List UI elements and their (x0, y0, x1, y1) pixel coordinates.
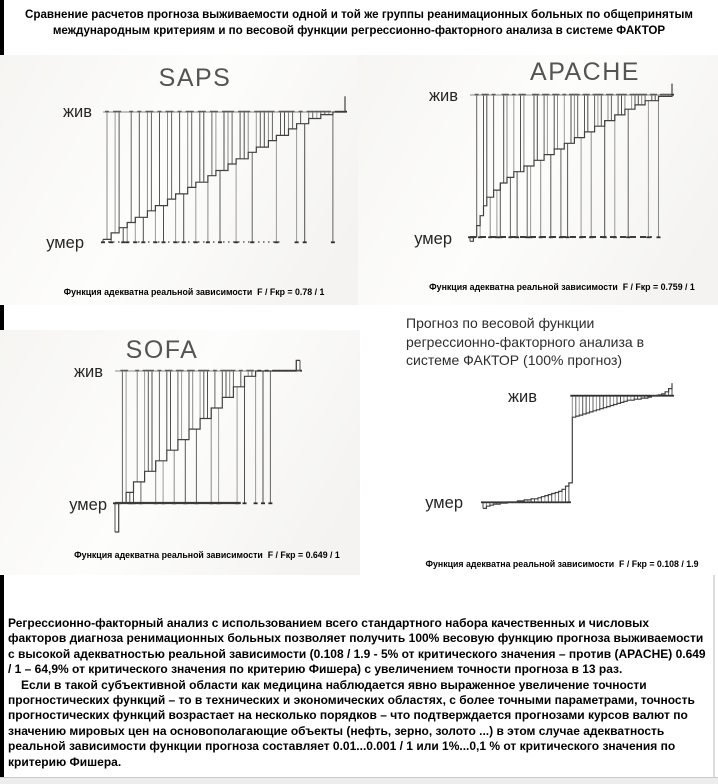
dead-tick (268, 502, 272, 504)
dead-tick (254, 502, 258, 504)
saps-alive-axis-label: жив (62, 103, 92, 121)
apache-plot-lines (468, 84, 674, 242)
dead-tick (274, 241, 278, 243)
sofa-plot-lines (113, 360, 302, 532)
dead-tick (261, 502, 265, 504)
sofa-chart-title: SOFA (125, 336, 199, 364)
saps-caption: Функция адекватна реальной зависимости F / Fкр = 0.78 / 1 (63, 287, 325, 297)
dead-tick (657, 236, 661, 238)
dead-tick (646, 236, 650, 238)
apache-alive-axis-label: жив (428, 87, 458, 105)
right-edge-line (713, 575, 715, 777)
alive-tick (636, 395, 640, 397)
apache-caption: Функция адекватна реальной зависимости F / Fкр = 0.759 / 1 (429, 282, 695, 292)
apache-dead-axis-label: умер (414, 230, 452, 248)
alive-tick (588, 395, 592, 397)
dead-tick (626, 236, 630, 238)
alive-tick (663, 395, 667, 397)
dead-tick (303, 241, 307, 243)
factor-panel-title: Прогноз по весовой функции регрессионно-факторного анализа в системе ФАКТОР (100% прогноз) (406, 315, 644, 368)
alive-tick (598, 395, 602, 397)
dead-tick (109, 241, 113, 243)
apache-chart-figure (358, 55, 718, 305)
alive-tick (608, 395, 612, 397)
saps-chart-figure (0, 55, 360, 305)
sofa-dead-axis-label: умер (69, 496, 107, 514)
body-paragraph-2: Если в такой субъективной области как медицина наблюдается явно выраженное увеличение точности прогностических функций – то в технических и экономических областях, с более точными параметрами, точность прогностических функций возрастает на несколько порядков – что подтверждается прогнозами курсов валют по значению мировых цен на основополагающие объекты (нефть, зерно, золото ...) в этом случае адекватность реальной зависимости функции прогноза составляет 0.01...0.001 / 1 или 1%...0,1 % от критического значения по критерию Фишера. (8, 677, 695, 769)
alive-tick (570, 395, 574, 397)
saps-chart-title: SAPS (158, 64, 232, 92)
sofa-alive-axis-label: жив (73, 363, 103, 381)
body-paragraph-1: Регрессионно-факторный анализ с использованием всего стандартного набора качественных и числовых факторов диагноза ренимационных больных позволяет получить 100% весовую функцию прогноза выживаемости с высокой адекватностью реальной зависимости (0.108 / 1.9 - 5% от критического значения – против (APACHE) 0.649 / 1 – 64,9% от критического значения по критерию Фишера) с увеличением точности прогноза в 13 раз. (8, 616, 706, 677)
apache-chart-title: APACHE (530, 58, 640, 86)
factor-dead-axis-label: умер (425, 494, 463, 512)
saps-dead-axis-label: умер (46, 234, 84, 252)
alive-tick (625, 395, 629, 397)
dead-tick (295, 241, 299, 243)
alive-tick (615, 395, 619, 397)
dead-tick (566, 236, 570, 238)
dead-tick (234, 241, 238, 243)
dead-tick (243, 502, 247, 504)
alive-tick (646, 395, 650, 397)
sofa-caption: Функция адекватна реальной зависимости F / Fкр = 0.649 / 1 (74, 550, 340, 560)
sofa-chart-figure (0, 330, 360, 575)
page-title: Сравнение расчетов прогноза выживаемости одной и той же группы реанимационных больных по общепринятым международным критериям и по весовой функции регрессионно-факторного анализа в системе ФАКТОР (25, 8, 693, 37)
factor-alive-axis-label: жив (507, 388, 537, 406)
body-text-block (8, 616, 710, 770)
factor-chart-figure (358, 372, 718, 572)
bottom-edge-strip (0, 777, 718, 784)
alive-tick (670, 395, 674, 397)
saps-plot-lines (101, 96, 347, 243)
factor-caption: Функция адекватна реальной зависимости F / Fкр = 0.108 / 1.9 (425, 559, 699, 569)
alive-tick (577, 395, 581, 397)
dead-tick (331, 241, 335, 243)
